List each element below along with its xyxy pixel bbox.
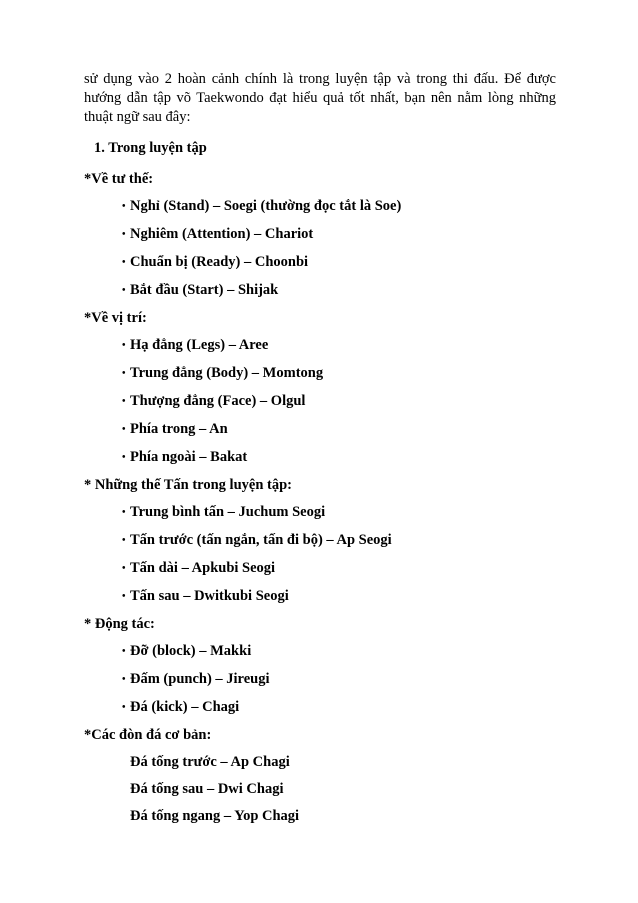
term-text: Bắt đầu (Start) – Shijak [130,282,279,298]
term-text: Nghỉ (Stand) – Soegi (thường đọc tắt là Soe) [130,198,402,214]
list-item [84,420,556,439]
list-item [84,448,556,467]
bullet-icon: • [122,424,126,435]
bullet-icon: • [122,396,126,407]
bullet-icon: • [122,591,126,602]
bullet-icon: • [122,229,126,240]
bullet-icon: • [122,368,126,379]
group-title: *Về tư thế: [84,171,154,187]
term-text: Trung đẳng (Body) – Momtong [130,365,324,381]
term-list [84,642,556,717]
term-text: Thượng đẳng (Face) – Olgul [130,393,306,409]
list-item [84,559,556,578]
bullet-icon: • [122,452,126,463]
term-text: Đá tống sau – Dwi Chagi [130,781,284,797]
bullet-icon: • [122,535,126,546]
term-group [84,309,556,467]
bullet-icon: • [122,646,126,657]
term-list [84,503,556,606]
list-item [84,753,556,771]
bullet-icon: • [122,201,126,212]
document-page [84,70,556,834]
term-text: Trung bình tấn – Juchum Seogi [130,504,326,520]
bullet-icon: • [122,563,126,574]
term-list [84,197,556,300]
list-item [84,531,556,550]
list-item [84,392,556,411]
list-item [84,336,556,355]
term-text: Tấn sau – Dwitkubi Seogi [130,588,289,604]
term-text: Đỡ (block) – Makki [130,643,252,659]
term-text: Đấm (punch) – Jireugi [130,671,270,687]
list-item [84,364,556,383]
term-text: Đá tống trước – Ap Chagi [130,754,290,770]
term-group [84,726,556,825]
list-item [84,587,556,606]
group-title: * Động tác: [84,616,155,632]
intro-paragraph: sử dụng vào 2 hoàn cảnh chính là trong luyện tập và trong thi đấu. Để được hướng dẫn tập võ Taekwondo đạt hiểu quả tốt nhất, bạn nên nằm lòng những thuật ngữ sau đây: [84,71,556,125]
list-item [84,642,556,661]
term-list [84,336,556,467]
list-item [84,197,556,216]
list-item [84,698,556,717]
term-text: Đá tống ngang – Yop Chagi [130,808,300,824]
bullet-icon: • [122,257,126,268]
bullet-icon: • [122,285,126,296]
bullet-icon: • [122,507,126,518]
bullet-icon: • [122,702,126,713]
list-item [84,281,556,300]
bullet-icon: • [122,674,126,685]
group-title: *Các đòn đá cơ bản: [84,727,212,743]
list-item [84,780,556,798]
list-item [84,503,556,522]
term-list [84,753,556,825]
list-item [84,253,556,272]
group-title: *Về vị trí: [84,310,147,326]
list-item [84,670,556,689]
term-text: Đá (kick) – Chagi [130,699,240,715]
bullet-icon: • [122,340,126,351]
list-item [84,225,556,244]
term-groups [84,170,556,825]
term-text: Hạ đẳng (Legs) – Aree [130,337,269,353]
list-item [84,807,556,825]
term-text: Nghiêm (Attention) – Chariot [130,226,314,242]
term-text: Phía ngoài – Bakat [130,449,248,465]
group-title: * Những thế Tấn trong luyện tập: [84,477,292,493]
section-title: 1. Trong luyện tập [94,140,207,156]
term-text: Tấn dài – Apkubi Seogi [130,560,276,576]
term-group [84,615,556,717]
term-group [84,170,556,300]
term-group [84,476,556,606]
term-text: Phía trong – An [130,421,228,437]
term-text: Chuẩn bị (Ready) – Choonbi [130,254,309,270]
term-text: Tấn trước (tấn ngắn, tấn đi bộ) – Ap Seogi [130,532,392,548]
